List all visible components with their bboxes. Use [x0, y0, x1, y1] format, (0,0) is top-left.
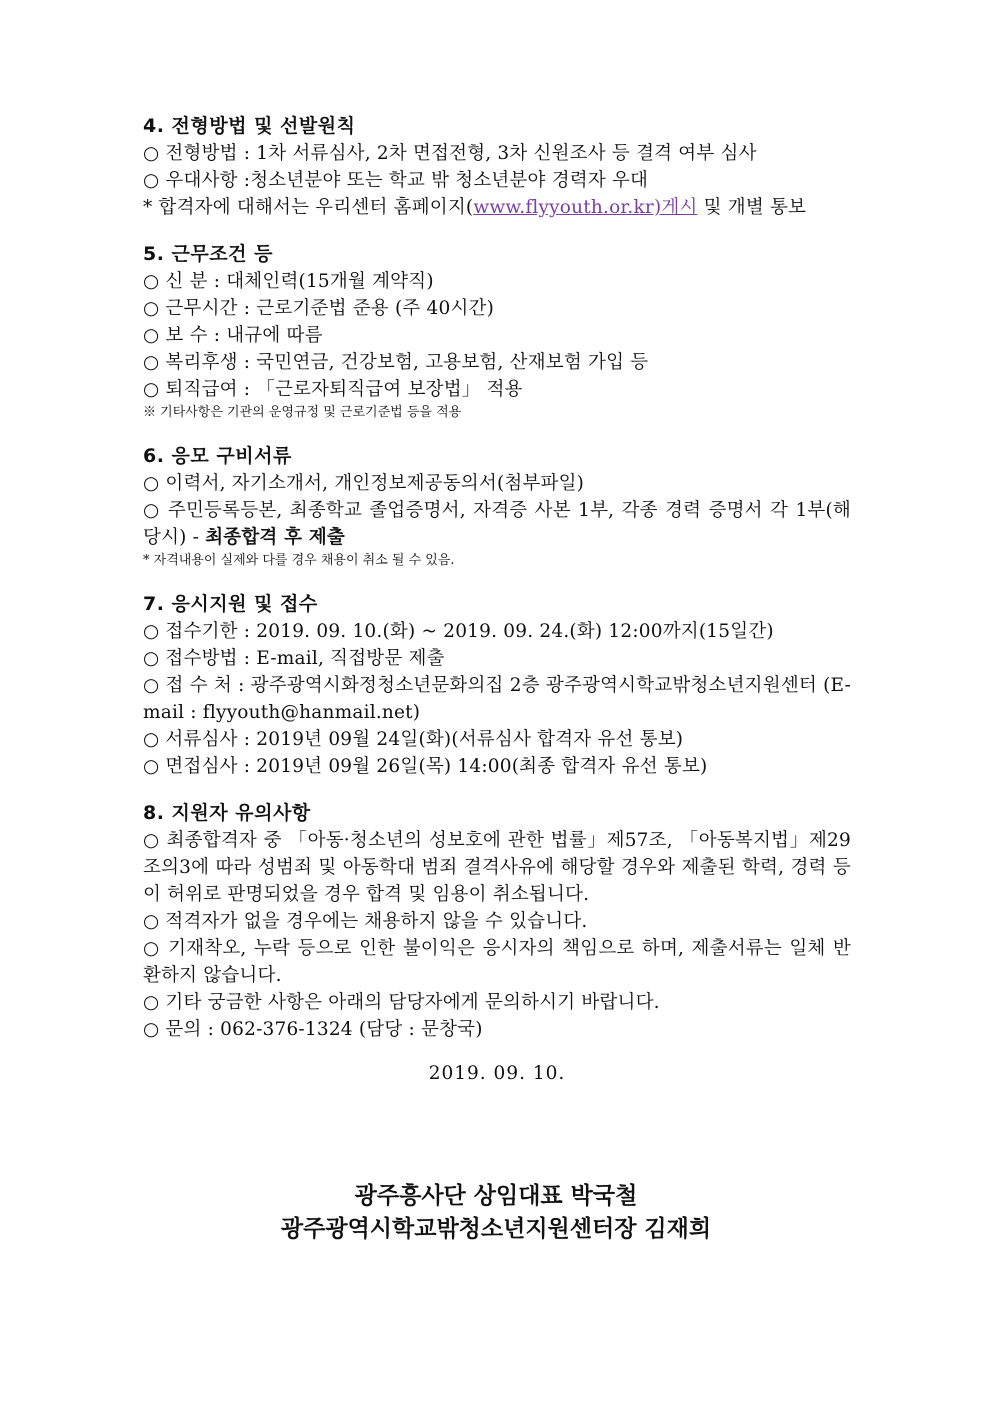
- section-heading: 4. 전형방법 및 선발원칙: [143, 115, 356, 137]
- section-heading: 6. 응모 구비서류: [143, 445, 292, 467]
- notice-line: ○ 기타 궁금한 사항은 아래의 담당자에게 문의하시기 바랍니다.: [143, 992, 660, 1013]
- pay-line: ○ 보 수 : 내규에 따름: [143, 325, 323, 346]
- work-hours-line: ○ 근무시간 : 근로기준법 준용 (주 40시간): [143, 298, 495, 319]
- deadline-line: ○ 접수기한 : 2019. 09. 10.(화) ~ 2019. 09. 24.(화) 12:00까지(15일간): [143, 621, 774, 642]
- signature-block: [0, 1180, 992, 1246]
- interview-line: ○ 면접심사 : 2019년 09월 26일(목) 14:00(최종 합격자 유선 통보): [143, 756, 708, 777]
- section-7: [143, 591, 851, 780]
- status-line: ○ 신 분 : 대체인력(15개월 계약직): [143, 271, 434, 292]
- section-heading: 8. 지원자 유의사항: [143, 802, 311, 824]
- retirement-line: ○ 퇴직급여 : 「근로자퇴직급여 보장법」 적용: [143, 379, 523, 400]
- welfare-line: ○ 복리후생 : 국민연금, 건강보험, 고용보험, 산재보험 가입 등: [143, 352, 649, 373]
- notice-line: ○ 기재착오, 누락 등으로 인한 불이익은 응시자의 책임으로 하며, 제출서류는 일체 반환하지 않습니다.: [143, 938, 851, 986]
- section-note: * 자격내용이 실제와 다를 경우 채용이 취소 될 수 있음.: [143, 553, 455, 568]
- method-line: ○ 접수방법 : E-mail, 직접방문 제출: [143, 648, 445, 669]
- preference-line: ○ 우대사항 :청소년분야 또는 학교 밖 청소년분야 경력자 우대: [143, 170, 649, 191]
- signature-line: 광주흥사단 상임대표 박국철: [354, 1183, 638, 1209]
- contact-line: ○ 문의 : 062-376-1324 (담당 : 문창국): [143, 1019, 483, 1040]
- section-6: [143, 443, 851, 571]
- signature-line: 광주광역시학교밖청소년지원센터장 김재희: [280, 1216, 712, 1242]
- section-4: [143, 113, 851, 221]
- announcement-note: * 합격자에 대해서는 우리센터 홈페이지(www.flyyouth.or.kr)게시 및 개별 통보: [143, 197, 807, 218]
- document-review-line: ○ 서류심사 : 2019년 09월 24일(화)(서류심사 합격자 유선 통보): [143, 729, 684, 750]
- document-date: 2019. 09. 10.: [428, 1063, 566, 1084]
- document-body: [143, 113, 851, 1084]
- section-8: [143, 800, 851, 1043]
- documents-after-line: ○ 주민등록등본, 최종학교 졸업증명서, 자격증 사본 1부, 각종 경력 증명서 각 1부(해당시) - 최종합격 후 제출: [143, 500, 851, 548]
- notice-line: ○ 최종합격자 중 「아동·청소년의 성보호에 관한 법률」제57조, 「아동복지법」제29조의3에 따라 성범죄 및 아동학대 범죄 결격사유에 해당할 경우와 제출된 학력, 경력 등이 허위로 판명되었을 경우 합격 및 임용이 취소됩니다.: [143, 830, 851, 905]
- section-heading: 7. 응시지원 및 접수: [143, 593, 318, 615]
- address-line: ○ 접 수 처 : 광주광역시화정청소년문화의집 2층 광주광역시학교밖청소년지원센터 (E-mail : flyyouth@hanmail.net): [143, 675, 851, 723]
- section-5: [143, 241, 851, 423]
- section-note: ※ 기타사항은 기관의 운영규정 및 근로기준법 등을 적용: [143, 405, 462, 420]
- section-heading: 5. 근무조건 등: [143, 243, 273, 265]
- selection-method-line: ○ 전형방법 : 1차 서류심사, 2차 면접전형, 3차 신원조사 등 결격 여부 심사: [143, 143, 757, 164]
- homepage-link[interactable]: www.flyyouth.or.kr)게시: [473, 197, 698, 218]
- notice-line: ○ 적격자가 없을 경우에는 채용하지 않을 수 있습니다.: [143, 911, 588, 932]
- documents-line: ○ 이력서, 자기소개서, 개인정보제공동의서(첨부파일): [143, 473, 585, 494]
